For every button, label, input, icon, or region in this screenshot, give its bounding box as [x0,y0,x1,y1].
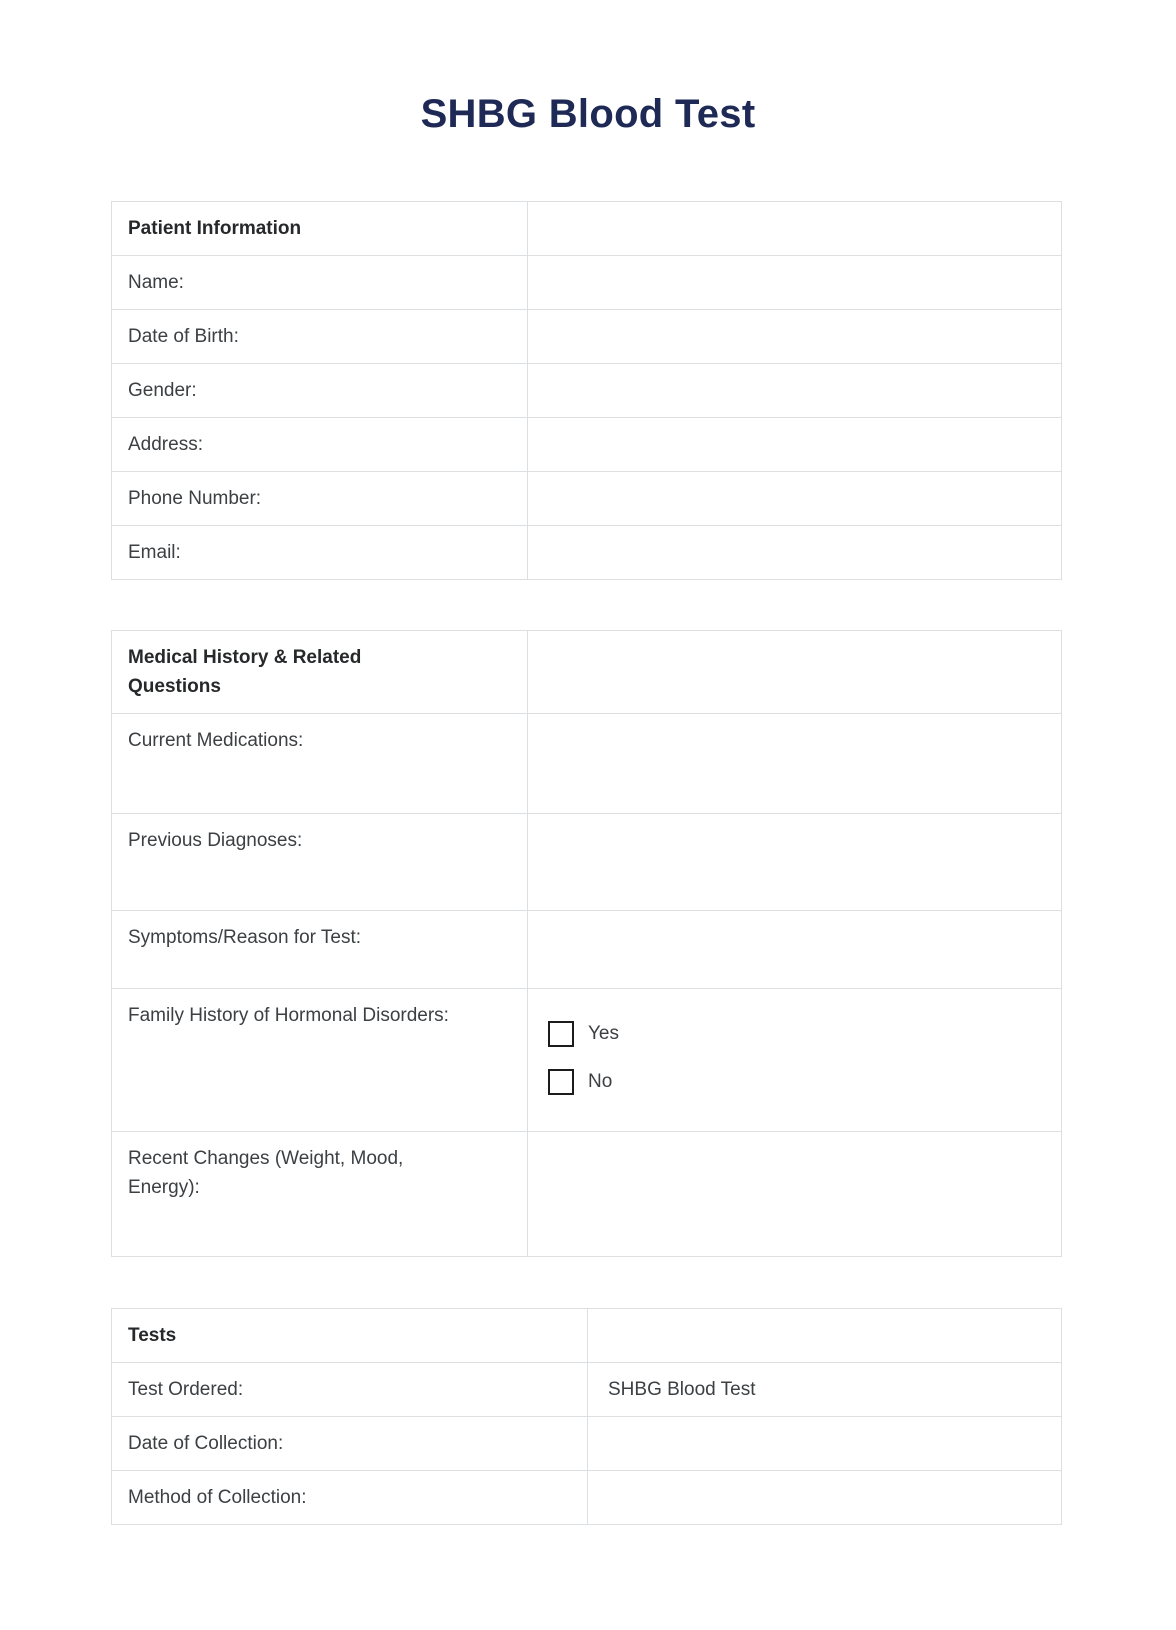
table-row [112,472,1061,526]
family-history-label: Family History of Hormonal Disorders: [112,989,528,1131]
previous-diagnoses-label: Previous Diagnoses: [112,814,528,910]
no-checkbox-label: No [588,1071,613,1092]
table-row [112,364,1061,418]
symptoms-reason-label: Symptoms/Reason for Test: [112,911,528,988]
date-of-birth-value-cell[interactable] [528,310,1061,363]
header-spacer-cell [528,202,1061,255]
table-row [112,1471,1061,1524]
table-row [112,1417,1061,1471]
symptoms-reason-value-cell[interactable] [528,911,1061,988]
gender-value-cell[interactable] [528,364,1061,417]
table-row [112,526,1061,579]
address-label: Address: [112,418,528,471]
medical-history-header: Medical History & Related Questions [112,631,528,713]
table-row [112,418,1061,472]
name-label: Name: [112,256,528,309]
table-header-row [112,631,1061,714]
name-value-cell[interactable] [528,256,1061,309]
gender-label: Gender: [112,364,528,417]
table-row [112,256,1061,310]
test-ordered-value[interactable]: SHBG Blood Test [608,1379,756,1400]
table-row [112,911,1061,989]
patient-info-table [111,201,1062,580]
previous-diagnoses-value-cell[interactable] [528,814,1061,910]
current-medications-value-cell[interactable] [528,714,1061,813]
test-ordered-label: Test Ordered: [112,1363,588,1416]
header-spacer-cell [588,1309,1061,1362]
family-history-no-option[interactable] [548,1067,1046,1096]
current-medications-label: Current Medications: [112,714,528,813]
medical-history-table [111,630,1062,1257]
date-of-collection-value-cell[interactable] [588,1417,1061,1470]
table-row [112,1363,1061,1417]
recent-changes-label: Recent Changes (Weight, Mood, Energy): [112,1132,528,1256]
recent-changes-value-cell[interactable] [528,1132,1061,1256]
family-history-options-cell [528,989,1061,1131]
tests-header: Tests [112,1309,588,1362]
email-value-cell[interactable] [528,526,1061,579]
table-row [112,814,1061,911]
date-of-collection-label: Date of Collection: [112,1417,588,1470]
table-row [112,310,1061,364]
header-spacer-cell [528,631,1061,713]
email-label: Email: [112,526,528,579]
table-row [112,989,1061,1132]
tests-table [111,1308,1062,1525]
method-of-collection-value-cell[interactable] [588,1471,1061,1524]
phone-number-value-cell[interactable] [528,472,1061,525]
table-header-row [112,202,1061,256]
document-body [111,201,1062,1525]
address-value-cell[interactable] [528,418,1061,471]
no-checkbox[interactable] [548,1069,574,1095]
family-history-yes-option[interactable] [548,1019,1046,1048]
yes-checkbox[interactable] [548,1021,574,1047]
page-title: SHBG Blood Test [420,92,756,136]
date-of-birth-label: Date of Birth: [112,310,528,363]
phone-number-label: Phone Number: [112,472,528,525]
patient-info-header: Patient Information [112,202,528,255]
table-header-row [112,1309,1061,1363]
table-row [112,714,1061,814]
yes-checkbox-label: Yes [588,1023,619,1044]
table-row [112,1132,1061,1256]
method-of-collection-label: Method of Collection: [112,1471,588,1524]
